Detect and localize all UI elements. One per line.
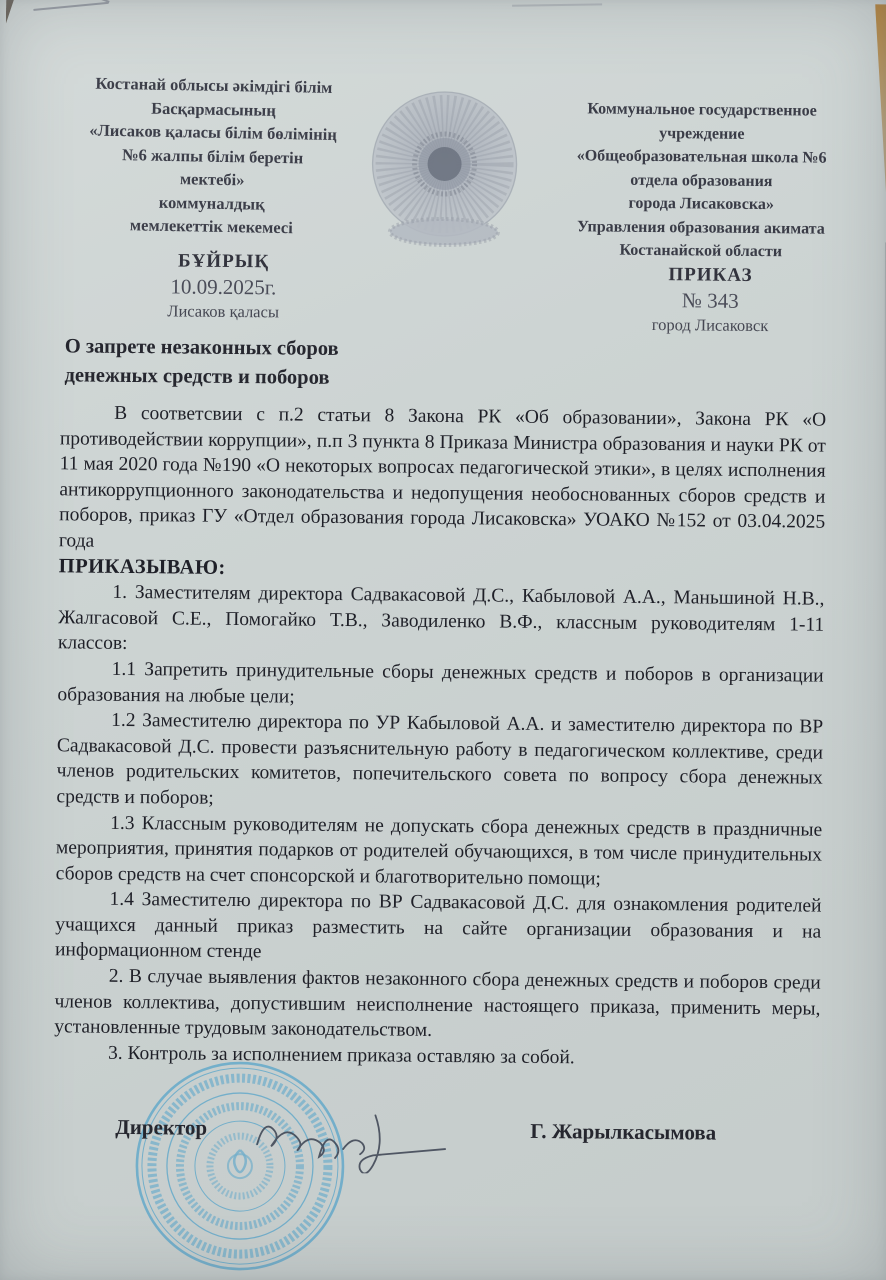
subject-line: денежных средств и поборов bbox=[64, 363, 330, 389]
kazakhstan-emblem-icon bbox=[364, 85, 526, 249]
order-caption-kazakh bbox=[98, 250, 349, 323]
ru-header-line: Управления образования акимата bbox=[577, 217, 825, 238]
kk-header-line: №6 жалпы білім беретін bbox=[121, 144, 304, 167]
order-caption-russian bbox=[593, 263, 828, 336]
order-place-ru: город Лисаковск bbox=[651, 314, 769, 336]
order-body bbox=[54, 400, 826, 1073]
order-place-kk: Лисаков қаласы bbox=[167, 301, 280, 322]
faint-pen-mark bbox=[512, 3, 602, 6]
order-item: 1.1 Запретить принудительные сборы денежных средств и поборов в организации образования на любые цели; bbox=[57, 658, 824, 708]
handwritten-signature-icon bbox=[247, 1088, 458, 1174]
order-number: № 343 bbox=[681, 288, 739, 313]
ru-header-line: «Общеобразовательная школа №6 bbox=[576, 147, 827, 167]
kk-header-line: Костанай облысы әкімдігі білім bbox=[95, 73, 333, 97]
order-item: 1.4 Заместителю директора по ВР Садвакасовой Д.С. для ознакомления родителей учащихся данный приказ разместить на сайте организации образования и на информационном стенде bbox=[54, 889, 822, 963]
order-item: 1.3 Классным руководителям не допускать сбора денежных средств в праздничные мероприятия, принятия подарков от родителей обучающихся, в том числе принудительных сборов средств на счет спонсорской и благотворительно помощи; bbox=[55, 812, 823, 890]
order-item: 3. Контроль за исполнением приказа оставляю за собой. bbox=[107, 1042, 575, 1069]
ru-header-line: отдела образования bbox=[630, 171, 773, 190]
ru-header-line: города Лисаковска» bbox=[628, 194, 774, 214]
order-title-ru: ПРИКАЗ bbox=[668, 264, 753, 286]
signature-role: Директор bbox=[115, 1114, 208, 1140]
kk-header-line: Басқармасының bbox=[151, 98, 276, 120]
ru-header-line: учреждение bbox=[659, 124, 745, 143]
order-title-kk: БҰЙРЫҚ bbox=[177, 250, 270, 273]
subject-line: О запрете незаконных сборов bbox=[64, 335, 339, 360]
photo-corner-shadow bbox=[6, 0, 15, 24]
kk-header-line: мектебі» bbox=[179, 169, 245, 190]
intro-paragraph: В соответсвии с п.2 статьи 8 Закона РК «Об образовании», Закона РК «О противодействии коррупции», п.п 3 пункта 8 Приказа Министра образования и науки РК от 11 мая 2020 года №190 «О некоторых вопросах педагогической этики», в целях исполнения антикоррупционного законодательства и недопущения необоснованных сборов средств и поборов, приказ ГУ «Отдел образования города Лисаковска» УОАКО №152 от 03.04.2025 года bbox=[58, 402, 827, 552]
kk-header-line: коммуналдық bbox=[158, 192, 265, 214]
resolve-word: ПРИКАЗЫВАЮ: bbox=[58, 554, 226, 579]
wooden-table-edge bbox=[873, 4, 886, 256]
order-date: 10.09.2025г. bbox=[170, 274, 277, 300]
pen-arrow-mark bbox=[33, 2, 109, 11]
paper-edge-shadow bbox=[880, 242, 886, 582]
kk-header-line: мемлекеттік мекемесі bbox=[129, 215, 293, 238]
order-item: 1. Заместителям директора Садвакасовой Д.С., Кабыловой А.А., Маньшиной Н.В., Жалгасовой С.Е., Помогайко Т.В., Заводиленко В.Ф., классным руководителям 1-11 классов: bbox=[57, 581, 825, 655]
ru-header-line: Костанайской области bbox=[619, 241, 783, 261]
signature-name: Г. Жарылкасымова bbox=[530, 1118, 717, 1145]
order-subject bbox=[64, 332, 338, 392]
letterhead-kazakh bbox=[51, 71, 374, 241]
kk-header-line: «Лисаков қаласы білім бөлімінің bbox=[89, 120, 337, 145]
letterhead-russian bbox=[532, 97, 872, 265]
ru-header-line: Коммунальное государственное bbox=[587, 100, 817, 120]
order-item: 1.2 Заместителю директора по УР Кабыловой А.А. и заместителю директора по ВР Садвакасовой Д.С. провести разъяснительную работу в педагогическом коллективе, среди членов родительских комитетов, попечительского совета по вопросу сбора денежных средств и поборов; bbox=[56, 709, 824, 809]
order-item: 2. В случае выявления фактов незаконного сбора денежных средств и поборов среди членов коллектива, допустившим неисполнение настоящего приказа, применить меры, установленные трудовым законодательством. bbox=[54, 965, 821, 1042]
